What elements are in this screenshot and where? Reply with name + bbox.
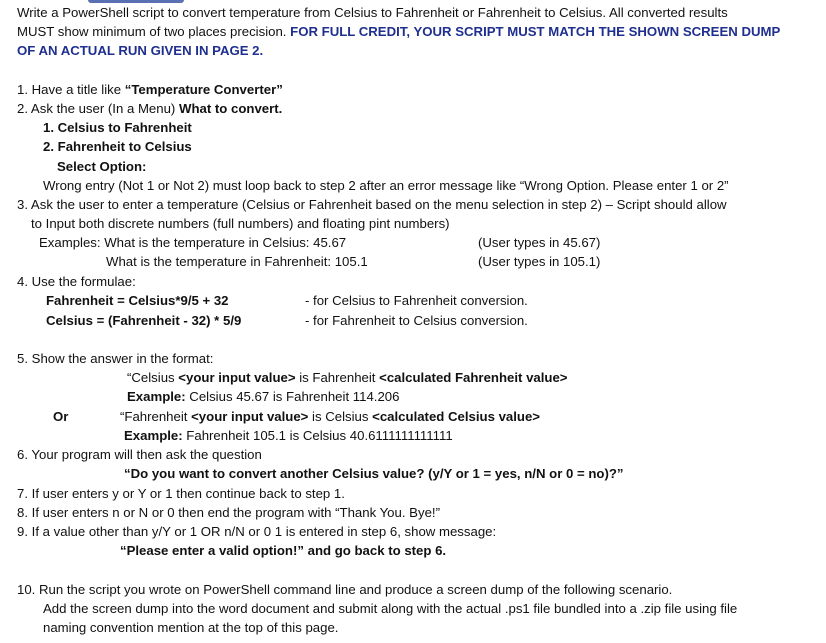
example-celsius: Examples: What is the temperature in Celsius: 45.67 <box>39 235 347 250</box>
formula-fahrenheit: Fahrenheit = Celsius*9/5 + 32 <box>46 293 229 308</box>
step-5-heading: 5. Show the answer in the format: <box>17 351 214 366</box>
format-fahrenheit-example-text: Fahrenheit 105.1 is Celsius 40.6111111111111 <box>182 428 453 443</box>
example-fahrenheit-note: (User types in 105.1) <box>478 254 601 269</box>
or-label: Or <box>53 409 69 424</box>
step-3-line-1: 3. Ask the user to enter a temperature (Celsius or Fahrenheit based on the menu selection in step 2) – Script should allow <box>17 197 727 212</box>
intro-line-3: OF AN ACTUAL RUN GIVEN IN PAGE 2. <box>17 43 264 58</box>
step-9: 9. If a value other than y/Y or 1 OR n/N or 0 1 is entered in step 6, show message: <box>17 524 497 539</box>
step-3-line-2: to Input both discrete numbers (full numbers) and floating pint numbers) <box>31 216 450 231</box>
format-celsius <box>127 369 568 387</box>
format-celsius-a: “Celsius <box>127 370 179 385</box>
step-9-message: “Please enter a valid option!” and go back to step 6. <box>120 543 447 558</box>
step-1-title: “Temperature Converter” <box>124 82 283 97</box>
step-10-line-3: naming convention mention at the top of this page. <box>43 620 339 635</box>
step-1-text: 1. Have a title like <box>17 82 125 97</box>
step-10-line-2: Add the screen dump into the word document and submit along with the actual .ps1 file bundled into a .zip file using file <box>43 601 738 616</box>
menu-option-2: 2. Fahrenheit to Celsius <box>43 139 192 154</box>
format-fahrenheit <box>120 408 540 426</box>
intro-precision: MUST show minimum of two places precision. <box>17 24 287 39</box>
format-fahrenheit-a: “Fahrenheit <box>120 409 192 424</box>
step-7: 7. If user enters y or Y or 1 then continue back to step 1. <box>17 486 345 501</box>
menu-select-option: Select Option: <box>57 159 147 174</box>
heading-underline-fragment <box>88 0 184 3</box>
formula-celsius: Celsius = (Fahrenheit - 32) * 5/9 <box>46 313 242 328</box>
formula-fahrenheit-desc: - for Celsius to Fahrenheit conversion. <box>305 293 528 308</box>
step-2-text: 2. Ask the user (In a Menu) <box>17 101 179 116</box>
menu-option-1: 1. Celsius to Fahrenheit <box>43 120 192 135</box>
step-1 <box>17 81 283 99</box>
format-celsius-result: <calculated Fahrenheit value> <box>379 370 568 385</box>
step-6: 6. Your program will then ask the question <box>17 447 262 462</box>
format-celsius-example-label: Example: <box>127 389 186 404</box>
format-fahrenheit-input: <your input value> <box>191 409 309 424</box>
step-10-line-1: 10. Run the script you wrote on PowerShell command line and produce a screen dump of the following scenario. <box>17 582 673 597</box>
step-4: 4. Use the formulae: <box>17 274 136 289</box>
format-celsius-input: <your input value> <box>178 370 296 385</box>
intro-line-1: Write a PowerShell script to convert temperature from Celsius to Fahrenheit or Fahrenheit to Celsius. All converted results <box>17 5 728 20</box>
format-fahrenheit-example-label: Example: <box>124 428 183 443</box>
format-fahrenheit-c: is Celsius <box>308 409 373 424</box>
formula-celsius-desc: - for Fahrenheit to Celsius conversion. <box>305 313 528 328</box>
example-celsius-note: (User types in 45.67) <box>478 235 601 250</box>
format-celsius-example-text: Celsius 45.67 is Fahrenheit 114.206 <box>185 389 400 404</box>
format-fahrenheit-example <box>124 427 453 445</box>
step-8: 8. If user enters n or N or 0 then end the program with “Thank You. Bye!” <box>17 505 440 520</box>
format-celsius-c: is Fahrenheit <box>295 370 380 385</box>
format-fahrenheit-result: <calculated Celsius value> <box>372 409 541 424</box>
intro-line-2 <box>17 23 780 41</box>
format-celsius-example <box>127 388 399 406</box>
step-2 <box>17 100 282 118</box>
step-2-bold: What to convert. <box>179 101 283 116</box>
wrong-entry-note: Wrong entry (Not 1 or Not 2) must loop back to step 2 after an error message like “Wrong Option. Please enter 1 or 2” <box>43 178 729 193</box>
step-6-question: “Do you want to convert another Celsius value? (y/Y or 1 = yes, n/N or 0 = no)?” <box>124 466 624 481</box>
example-fahrenheit: What is the temperature in Fahrenheit: 105.1 <box>106 254 368 269</box>
intro-credit-warning: FOR FULL CREDIT, YOUR SCRIPT MUST MATCH THE SHOWN SCREEN DUMP <box>290 24 781 39</box>
